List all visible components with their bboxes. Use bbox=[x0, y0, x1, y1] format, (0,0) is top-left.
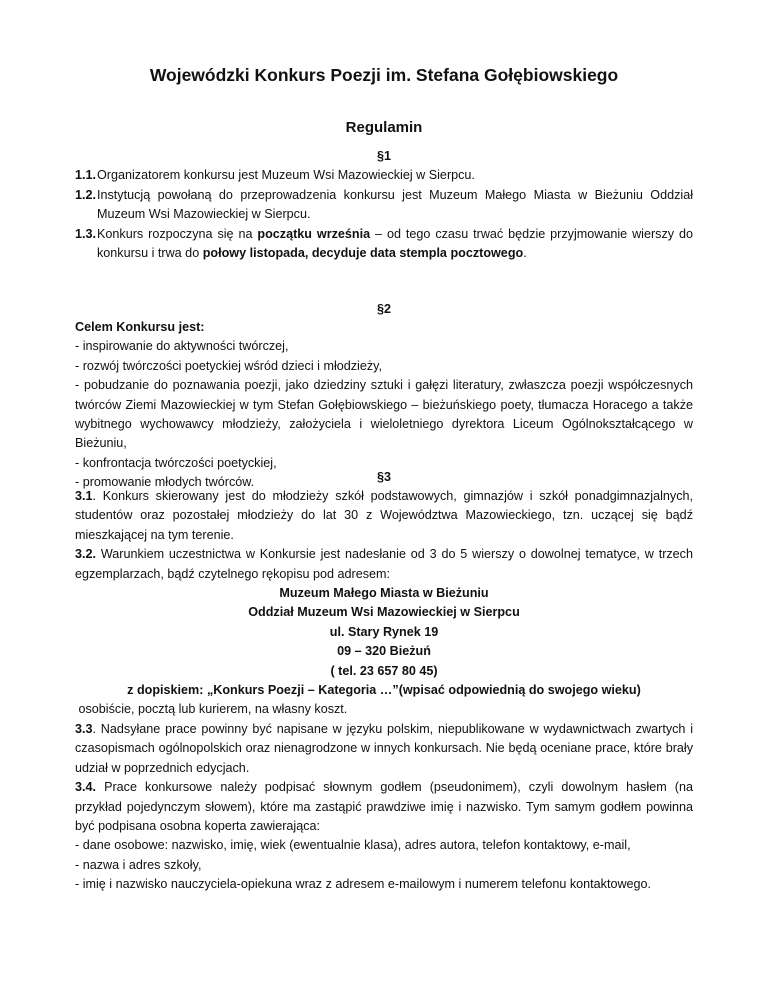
paragraph-3-4 bbox=[75, 778, 693, 836]
section-2-heading: §2 bbox=[376, 302, 391, 316]
paragraph-text: Instytucją powołaną do przeprowadzenia konkursu jest Muzeum Małego Miasta w Bieżuniu Oddział Muzeum Wsi Mazowieckiej w Sierpcu. bbox=[97, 187, 693, 222]
goal-item: - rozwój twórczości poetyckiej wśród dzieci i młodzieży, bbox=[75, 358, 383, 373]
paragraph-number: 1.2. bbox=[75, 187, 97, 202]
paragraph-number: 3.2. bbox=[75, 547, 97, 562]
bold-run: połowy listopada, decyduje data stempla pocztowego bbox=[202, 246, 524, 261]
paragraph-text: Organizatorem konkursu jest Muzeum Wsi Mazowieckiej w Sierpcu. bbox=[97, 168, 475, 183]
paragraph-number: 1.3. bbox=[75, 226, 97, 241]
paragraph-3-3 bbox=[75, 720, 693, 778]
paragraph-text: Prace konkursowe należy podpisać słownym godłem (pseudonimem), czyli dowolnym hasłem (na przykład pojedynczym słowem), które ma zastąpić prawdziwe imię i nazwisko. Tym samym godłem powinna być podpisana osobna koperta zawierająca: bbox=[75, 780, 693, 833]
paragraph-number: 3.4. bbox=[75, 780, 97, 795]
paragraph-number: 3.3 bbox=[75, 721, 93, 736]
mailing-address bbox=[75, 584, 693, 700]
paragraph-text: . Konkurs skierowany jest do młodzieży szkół podstawowych, gimnazjów i szkół ponadgimnazjalnych, studentów oraz pozostałej młodzieży do lat 30 z Województwa Mazowieckiego, tzn. uczącej się bądź mieszkającej na tym terenie. bbox=[75, 489, 693, 542]
address-line: ( tel. 23 657 80 45) bbox=[330, 663, 438, 678]
delivery-note: osobiście, pocztą lub kurierem, na własny koszt. bbox=[75, 702, 348, 717]
address-line: z dopiskiem: „Konkurs Poezji – Kategoria …”(wpisać odpowiednią do swojego wieku) bbox=[127, 683, 641, 698]
text-run: . bbox=[523, 246, 527, 261]
envelope-item: - dane osobowe: nazwisko, imię, wiek (ewentualnie klasa), adres autora, telefon kontaktowy, e-mail, bbox=[75, 838, 631, 853]
goal-item: - promowanie młodych twórców. bbox=[75, 475, 255, 490]
paragraph-3-2 bbox=[75, 545, 693, 584]
envelope-item: - imię i nazwisko nauczyciela-opiekuna wraz z adresem e-mailowym i numerem telefonu kontaktowego. bbox=[75, 877, 652, 892]
section-1 bbox=[75, 147, 693, 263]
address-line: Oddział Muzeum Wsi Mazowieckiej w Sierpcu bbox=[248, 605, 520, 620]
address-line: ul. Stary Rynek 19 bbox=[329, 624, 439, 639]
goal-item: - inspirowanie do aktywności twórczej, bbox=[75, 339, 289, 354]
section-2-body bbox=[75, 318, 693, 493]
paragraph-1-3 bbox=[75, 225, 693, 264]
paragraph-text bbox=[97, 227, 693, 260]
goal-item: - konfrontacja twórczości poetyckiej, bbox=[75, 455, 277, 470]
section-3-heading: §3 bbox=[376, 470, 391, 484]
section-3-body bbox=[75, 487, 693, 895]
document-subtitle: Regulamin bbox=[345, 119, 423, 136]
bold-run: początku września bbox=[257, 226, 371, 241]
section-2 bbox=[75, 300, 693, 319]
section-3 bbox=[75, 468, 693, 487]
paragraph-text: . Nadsyłane prace powinny być napisane w języku polskim, niepublikowane w wydawnictwach zwartych i czasopismach ogólnopolskich oraz nienagrodzone w innych konkursach. Nie będą oceniane prace, które brały udział w poprzednich edycjach. bbox=[75, 721, 693, 775]
envelope-item: - nazwa i adres szkoły, bbox=[75, 857, 202, 872]
goal-item: - pobudzanie do poznawania poezji, jako dziedziny sztuki i gałęzi literatury, zwłaszcza poezji współczesnych twórców Ziemi Mazowieckiej w tym Stefan Gołębiowskiego – bieżuńskiego poety, tłumacza Horacego a także wybitnego wychowawcy młodzieży, założyciela i wieloletniego dyrektora Liceum Ogólnokształcącego w Bieżuniu, bbox=[75, 378, 693, 451]
section-1-heading: §1 bbox=[376, 149, 391, 163]
paragraph-text: Warunkiem uczestnictwa w Konkursie jest nadesłanie od 3 do 5 wierszy o dowolnej tematyce, w trzech egzemplarzach, bądź czytelnego rękopisu pod adresem: bbox=[75, 547, 693, 581]
paragraph-1-1 bbox=[75, 166, 693, 185]
address-line: 09 – 320 Bieżuń bbox=[337, 644, 431, 659]
goals-lead: Celem Konkursu jest: bbox=[75, 320, 205, 334]
text-run: – od tego czasu trwać będzie przyjmowanie wierszy do konkursu i trwa do bbox=[97, 226, 693, 261]
paragraph-1-2 bbox=[75, 186, 693, 225]
text-run: Konkurs rozpoczyna się na bbox=[97, 226, 258, 241]
document-title: Wojewódzki Konkurs Poezji im. Stefana Gołębiowskiego bbox=[149, 65, 619, 85]
paragraph-3-1 bbox=[75, 487, 693, 545]
address-line: Muzeum Małego Miasta w Bieżuniu bbox=[279, 586, 489, 601]
paragraph-number: 3.1 bbox=[75, 489, 93, 503]
paragraph-number: 1.1. bbox=[75, 168, 97, 183]
